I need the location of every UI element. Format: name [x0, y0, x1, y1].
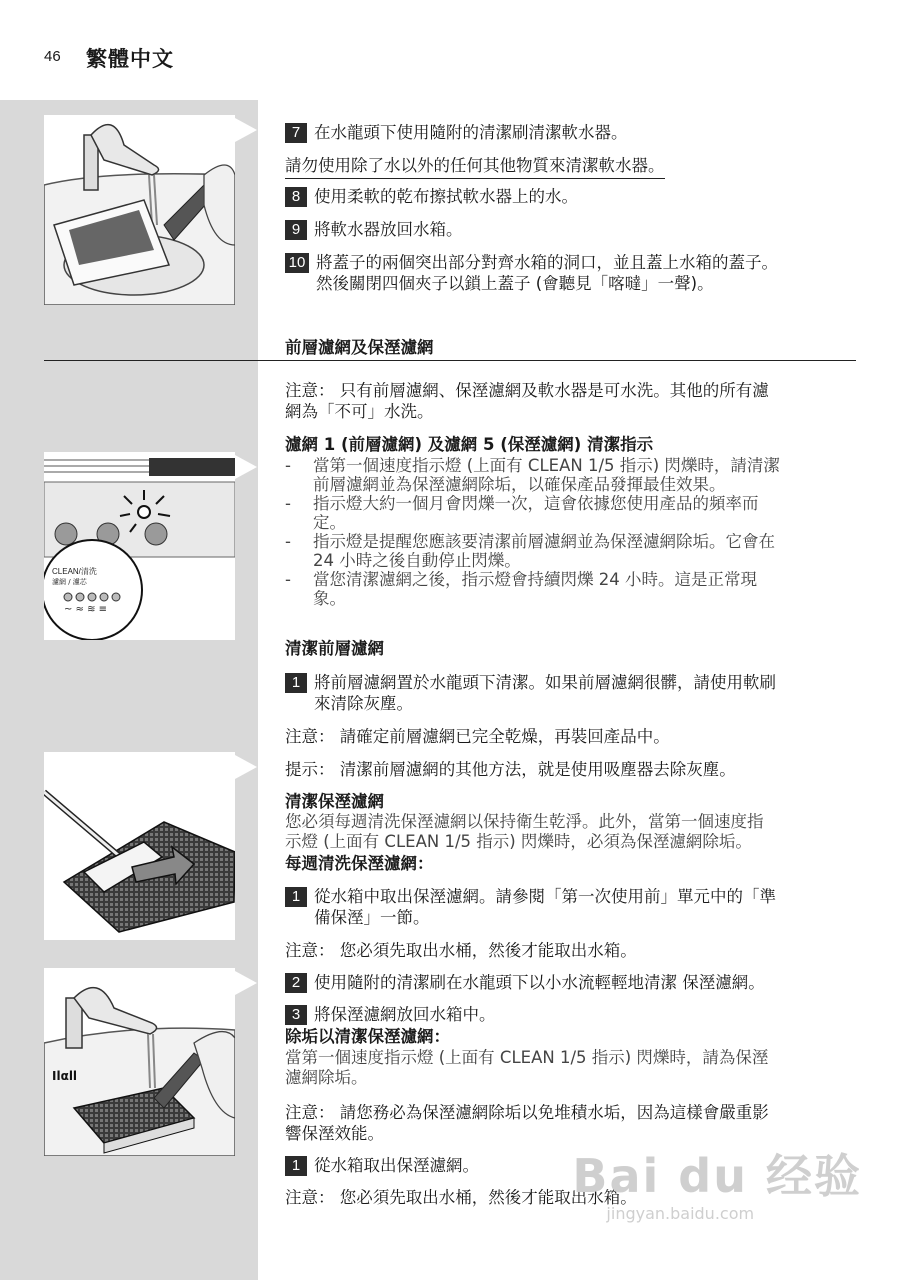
watermark-logo: Bai du 经验: [572, 1149, 862, 1203]
step-9: [285, 219, 860, 240]
front-note: 注意： 請確定前層濾網已完全乾燥，再裝回產品中。: [285, 727, 670, 746]
figure-pointer: [235, 118, 257, 142]
step-text-line: 然後關閉四個夾子以鎖上蓋子 (會聽見「喀噠」一聲)。: [316, 274, 714, 293]
weekly-title: 每週清洗保溼濾網：: [285, 854, 434, 873]
warning-text: [285, 155, 860, 179]
clean-humid-title: 清潔保溼濾網: [285, 792, 384, 811]
clean-sublabel: 濾網 / 濾芯: [52, 578, 87, 586]
bullet-dash: -: [285, 494, 291, 513]
step-number: 3: [285, 1005, 307, 1025]
page-language-title: 繁體中文: [86, 47, 174, 71]
figure-control-panel: [44, 452, 235, 640]
figure-faucet-softener: [44, 115, 235, 305]
step-number: 9: [285, 220, 307, 240]
note-line: 注意： 請您務必為保溼濾網除垢以免堆積水垢，因為這樣會嚴重影: [285, 1103, 769, 1122]
descale-title: 除垢以清潔保溼濾網：: [285, 1027, 450, 1046]
final-note: 注意： 您必須先取出水桶，然後才能取出水箱。: [285, 1188, 637, 1207]
figure-pointer: [235, 455, 257, 479]
watermark: [572, 1140, 862, 1223]
step-text: 使用柔軟的乾布擦拭軟水器上的水。: [314, 187, 578, 206]
svg-text:Ilαll: Ilαll: [52, 1069, 78, 1083]
bullet-line: 前層濾網並為保溼濾網除垢，以確保產品發揮最佳效果。: [313, 475, 726, 494]
figure-faucet-humid-filter: [44, 968, 235, 1156]
section-divider: [44, 360, 856, 361]
front-tip: 提示： 清潔前層濾網的其他方法，就是使用吸塵器去除灰塵。: [285, 760, 736, 779]
step-7: [285, 122, 860, 143]
step-8: [285, 186, 860, 207]
note-washable: [285, 380, 860, 422]
clean-label: CLEAN/清洗: [52, 567, 97, 576]
bullet-line: 24 小時之後自動停止閃爍。: [313, 551, 521, 570]
step-text: 將保溼濾網放回水箱中。: [314, 1005, 496, 1024]
descale-note: [285, 1102, 860, 1144]
bullet-line: 指示燈大約一個月會閃爍一次，這會依據您使用產品的頻率而: [313, 494, 759, 513]
step-text-line: 來清除灰塵。: [314, 694, 413, 713]
step-number: 1: [285, 887, 307, 907]
note-line: 響保溼效能。: [285, 1124, 384, 1143]
watermark-url: jingyan.baidu.com: [606, 1204, 755, 1223]
bullet-line: 象。: [313, 589, 346, 608]
humid-paragraph: [285, 812, 860, 852]
bullet-dash: -: [285, 456, 291, 475]
paragraph-line: 您必須每週清洗保溼濾網以保持衛生乾淨。此外，當第一個速度指: [285, 812, 764, 831]
note-line: 注意： 只有前層濾網、保溼濾網及軟水器是可水洗。其他的所有濾: [285, 381, 769, 400]
bullet-line: 當您清潔濾網之後，指示燈會持續閃爍 24 小時。這是正常現: [313, 570, 757, 589]
step-text: 將軟水器放回水箱。: [314, 220, 463, 239]
step-number: 1: [285, 1156, 307, 1176]
paragraph-line: 示燈 (上面有 CLEAN 1/5 指示) 閃爍時，必須為保溼濾網除垢。: [285, 832, 752, 851]
step-number: 1: [285, 673, 307, 693]
section-title: 前層濾網及保溼濾網: [285, 338, 434, 357]
bullet-line: 當第一個速度指示燈 (上面有 CLEAN 1/5 指示) 閃爍時，請清潔: [313, 456, 780, 475]
step-10: [285, 252, 860, 294]
bullet-item: [285, 456, 860, 494]
note-line: 網為「不可」水洗。: [285, 402, 434, 421]
bullet-line: 定。: [313, 513, 346, 532]
front-step-1: [285, 672, 860, 714]
paragraph-line: 當第一個速度指示燈 (上面有 CLEAN 1/5 指示) 閃爍時，請為保溼: [285, 1048, 769, 1067]
clean-front-title: 清潔前層濾網: [285, 639, 384, 658]
step-text-line: 從水箱中取出保溼濾網。請參閱「第一次使用前」單元中的「準: [314, 887, 776, 906]
step-text-line: 將蓋子的兩個突出部分對齊水箱的洞口，並且蓋上水箱的蓋子。: [316, 253, 778, 272]
bullet-dash: -: [285, 532, 291, 551]
bullet-item: [285, 532, 860, 570]
bullet-line: 指示燈是提醒您應該要清潔前層濾網並為保溼濾網除垢。它會在: [313, 532, 775, 551]
weekly-step-2: [285, 972, 860, 993]
step-number: 2: [285, 973, 307, 993]
bullet-dash: -: [285, 570, 291, 589]
weekly-note: 注意： 您必須先取出水桶，然後才能取出水箱。: [285, 941, 637, 960]
step-number: 8: [285, 187, 307, 207]
step-number: 7: [285, 123, 307, 143]
figure-pointer: [235, 755, 257, 779]
bullet-list: [285, 456, 860, 608]
step-text: 在水龍頭下使用隨附的清潔刷清潔軟水器。: [314, 123, 628, 142]
descale-paragraph: [285, 1048, 860, 1088]
step-text: 使用隨附的清潔刷在水龍頭下以小水流輕輕地清潔 保溼濾網。: [314, 973, 765, 992]
step-number: 10: [285, 253, 309, 273]
page-number: 46: [44, 48, 61, 65]
bullet-item: [285, 494, 860, 532]
step-text: 從水箱取出保溼濾網。: [314, 1156, 479, 1175]
figure-pointer: [235, 971, 257, 995]
instructions-title: 濾網 1 (前層濾網) 及濾網 5 (保溼濾網) 清潔指示: [285, 435, 654, 454]
warning-label: 請勿使用除了水以外的任何其他物質來清潔軟水器。: [285, 155, 665, 179]
bullet-item: [285, 570, 860, 608]
figure-vacuum-filter: [44, 752, 235, 940]
weekly-step-3: [285, 1004, 860, 1025]
svg-text:~ ≈ ≋ ≡: ~ ≈ ≋ ≡: [64, 604, 108, 615]
paragraph-line: 濾網除垢。: [285, 1068, 368, 1087]
weekly-step-1: [285, 886, 860, 928]
step-text-line: 備保溼」一節。: [314, 908, 430, 927]
step-text-line: 將前層濾網置於水龍頭下清潔。如果前層濾網很髒，請使用軟刷: [314, 673, 776, 692]
